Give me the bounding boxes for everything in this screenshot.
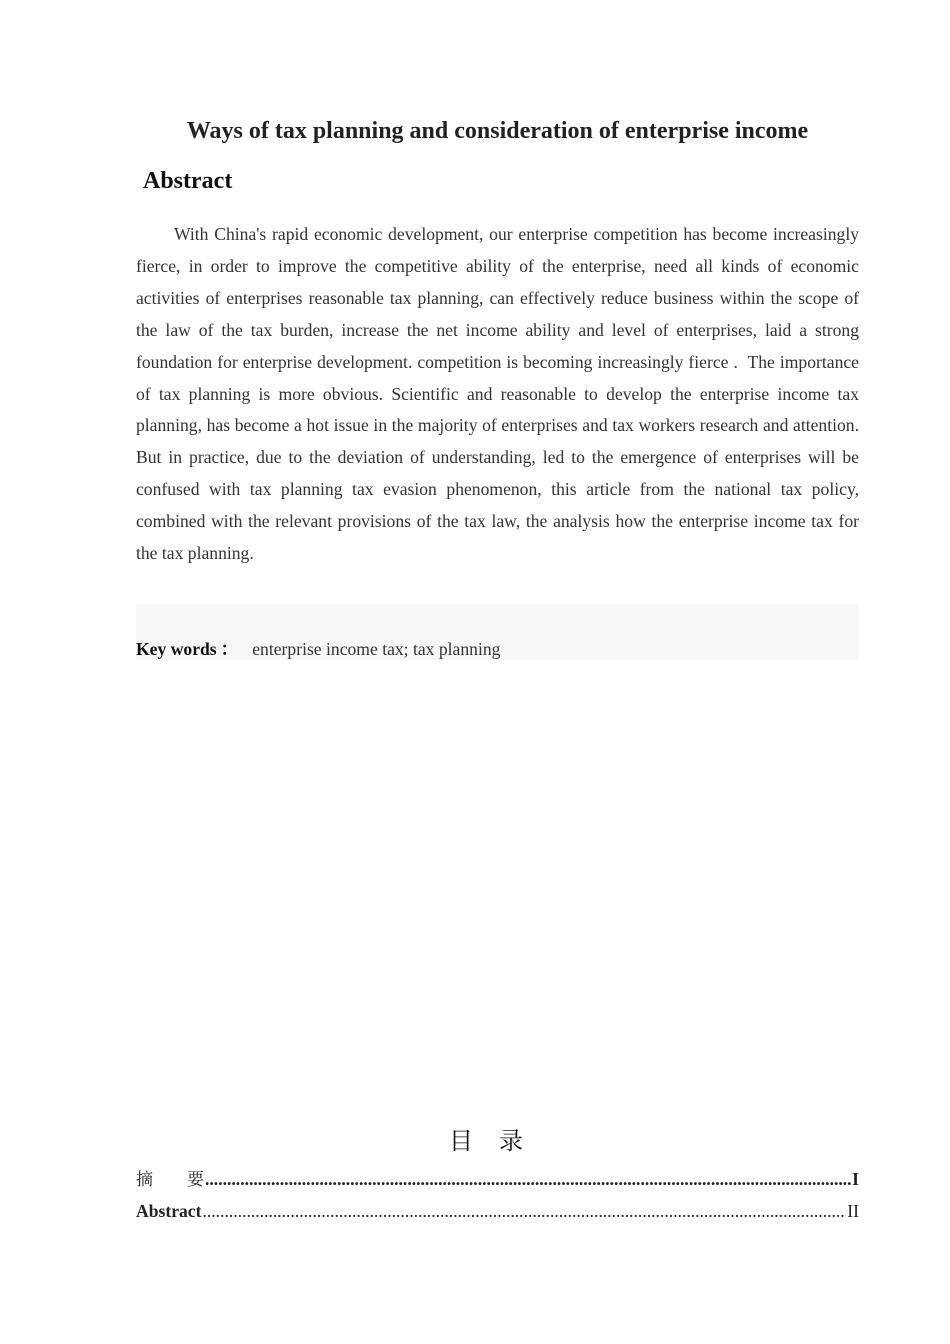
toc-entry-page: II bbox=[847, 1201, 859, 1221]
toc-entry-abstract[interactable] bbox=[136, 1198, 859, 1224]
toc-entry-label-last-char: 要 bbox=[187, 1170, 204, 1190]
abstract-paragraph: With China's rapid economic development, our enterprise competition has become increasingly fierce, in order to improve the competitive ability of the enterprise, need all kinds of economic activities of enterprises reasonable tax planning, can effectively reduce business within the scope of the law of the tax burden, increase the net income ability and level of enterprises, laid a strong foundation for enterprise development. competition is becoming increasingly fierce . The importance of tax planning is more obvious. Scientific and reasonable to develop the enterprise income tax planning, has become a hot issue in the majority of enterprises and tax workers research and attention. But in practice, due to the deviation of understanding, led to the emergence of enterprises will be confused with tax planning tax evasion phenomenon, this article from the national tax policy, combined with the relevant provisions of the tax law, the analysis how the enterprise income tax for the tax planning. bbox=[136, 224, 859, 564]
abstract-heading: Abstract bbox=[143, 168, 233, 194]
keywords-line bbox=[136, 636, 500, 662]
toc-entry-page: I bbox=[852, 1169, 859, 1189]
toc-entry-zhaiyao[interactable] bbox=[136, 1166, 859, 1192]
toc-entry-label: Abstract bbox=[136, 1201, 202, 1221]
toc-title: 目录 bbox=[449, 1127, 549, 1155]
keywords-value: enterprise income tax; tax planning bbox=[252, 639, 501, 659]
toc-entry-label bbox=[136, 1167, 204, 1193]
keywords-label: Key words bbox=[136, 639, 217, 659]
toc-leader-dots bbox=[202, 1198, 846, 1224]
keywords-colon: ： bbox=[220, 639, 239, 659]
toc-entry-label-first-char: 摘 bbox=[136, 1170, 187, 1190]
toc-leader-dots bbox=[205, 1166, 851, 1192]
document-title: Ways of tax planning and consideration of enterprise income bbox=[186, 118, 809, 144]
